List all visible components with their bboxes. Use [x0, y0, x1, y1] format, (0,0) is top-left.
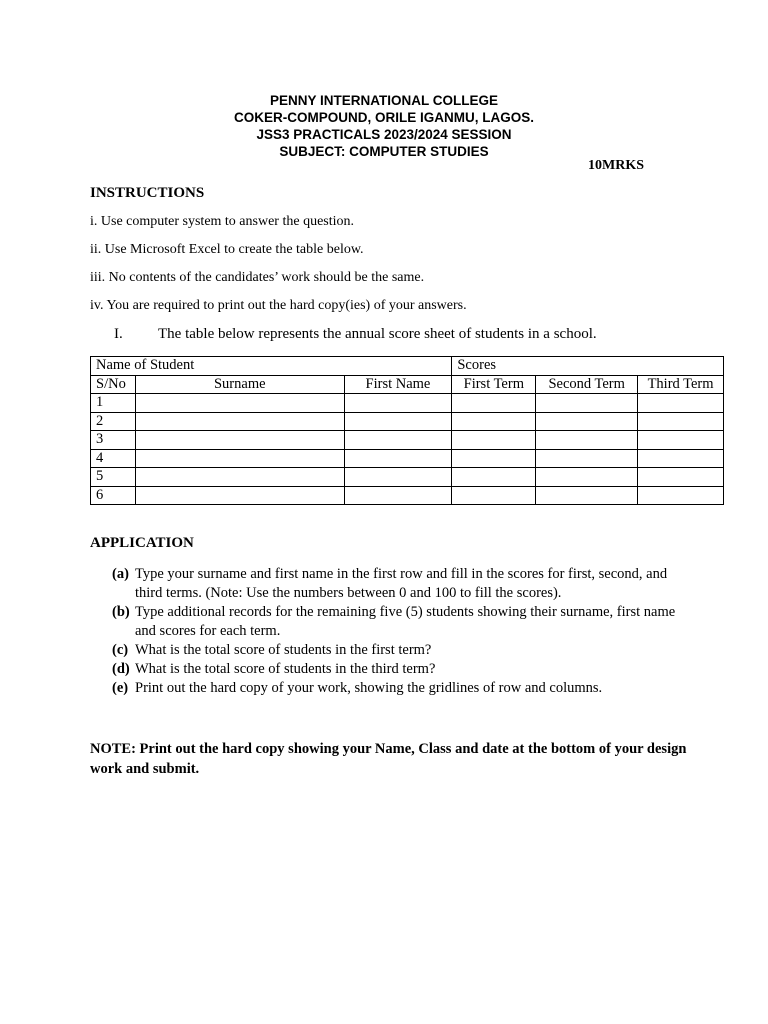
- item-label: (a): [112, 566, 129, 582]
- item-label: (b): [112, 604, 130, 620]
- item-text: What is the total score of students in the first term?: [135, 642, 432, 658]
- instructions-title: INSTRUCTIONS: [90, 185, 205, 201]
- table-row: [91, 468, 724, 487]
- item-label: (c): [112, 642, 129, 658]
- table-row: [91, 486, 724, 505]
- application-item: [112, 660, 682, 679]
- row-number: 3: [91, 431, 136, 450]
- row-number: 2: [91, 412, 136, 431]
- school-address: COKER-COMPOUND, ORILE IGANMU, LAGOS.: [234, 110, 534, 125]
- item-label: (e): [112, 680, 129, 696]
- column-header: First Term: [452, 375, 536, 394]
- document-header: [0, 92, 768, 160]
- application-list: [112, 565, 682, 698]
- note-text: NOTE: Print out the hard copy showing your Name, Class and date at the bottom of your design work and submit.: [90, 741, 687, 777]
- table-row: [91, 394, 724, 413]
- score-sheet-table: [90, 356, 724, 505]
- school-name: PENNY INTERNATIONAL COLLEGE: [269, 93, 499, 108]
- exam-session: JSS3 PRACTICALS 2023/2024 SESSION: [256, 127, 512, 142]
- instruction-item: ii. Use Microsoft Excel to create the table below.: [90, 242, 364, 257]
- row-number: 1: [91, 394, 136, 413]
- item-text: Print out the hard copy of your work, showing the gridlines of row and columns.: [135, 680, 603, 696]
- column-header: Third Term: [638, 375, 724, 394]
- row-number: 4: [91, 449, 136, 468]
- instruction-item: iv. You are required to print out the hard copy(ies) of your answers.: [90, 298, 467, 313]
- column-header: Second Term: [536, 375, 638, 394]
- application-item: [112, 565, 682, 603]
- table-header-row: [91, 375, 724, 394]
- item-label: (d): [112, 661, 130, 677]
- item-text: Type additional records for the remaining five (5) students showing their surname, first name and scores for each term.: [135, 604, 676, 639]
- question-one: [114, 326, 597, 343]
- instruction-item: i. Use computer system to answer the question.: [90, 214, 355, 229]
- application-title: APPLICATION: [90, 535, 194, 551]
- column-header: Surname: [135, 375, 344, 394]
- application-item: [112, 603, 682, 641]
- table-row: [91, 412, 724, 431]
- item-text: What is the total score of students in the third term?: [135, 661, 436, 677]
- row-number: 6: [91, 486, 136, 505]
- question-number: I.: [114, 326, 123, 342]
- question-text: The table below represents the annual score sheet of students in a school.: [158, 326, 597, 342]
- application-item: [112, 679, 682, 698]
- table-row: [91, 431, 724, 450]
- table-row: [91, 449, 724, 468]
- instruction-item: iii. No contents of the candidates’ work should be the same.: [90, 270, 425, 285]
- column-header: First Name: [344, 375, 452, 394]
- item-text: Type your surname and first name in the first row and fill in the scores for first, second, and third terms. (Note: Use the numbers between 0 and 100 to fill the scores).: [135, 566, 668, 601]
- column-header: S/No: [91, 375, 136, 394]
- table-group-header-row: [91, 357, 724, 376]
- row-number: 5: [91, 468, 136, 487]
- total-marks: 10MRKS: [588, 158, 644, 173]
- subject-title: SUBJECT: COMPUTER STUDIES: [279, 144, 489, 159]
- group-header-scores: Scores: [452, 357, 724, 376]
- group-header-name: Name of Student: [91, 357, 452, 376]
- application-item: [112, 641, 682, 660]
